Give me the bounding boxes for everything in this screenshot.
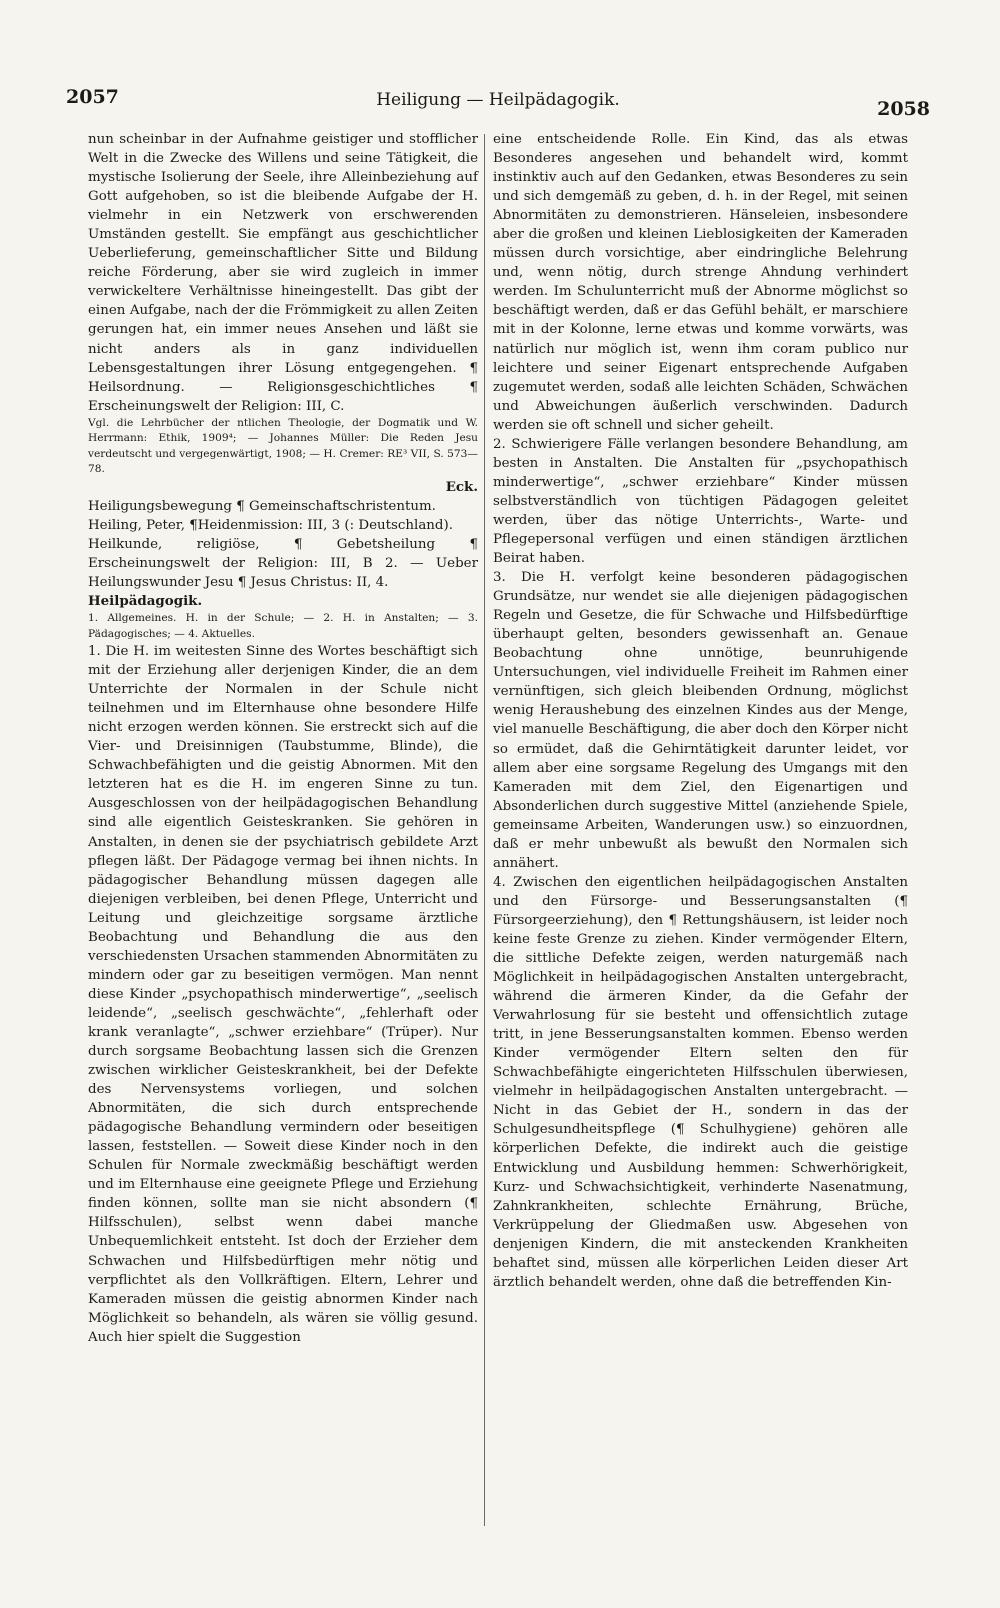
- paragraph-heiligung-end: nun scheinbar in der Aufnahme geistiger und stofflicher Welt in die Zwecke des Willens und seine Tätigkeit, die mystische Isolierung der Seele, ihre Alleinbeziehung auf Gott aufgehoben, so ist die bleibende Aufgabe der H. vielmehr in ein Netzwerk von erschwerenden Umständen gestellt. Sie empfängt aus geschichtlicher Ueberlieferung, gemeinschaftlicher Sitte und Bildung reiche Förderung, aber sie wird zugleich in immer verwickeltere Verhältnisse hineingestellt. Das gibt der einen Aufgabe, nach der die Frömmigkeit zu allen Zeiten gerungen hat, ein immer neues Ansehen und läßt sie nicht anders als in ganz individuellen Lebensgestaltungen ihrer Lösung entgegengehen. ¶ Heilsordnung. — Religionsgeschichtliches ¶ Erscheinungswelt der Religion: III, C.: [88, 132, 478, 414]
- author-signature: Eck.: [445, 478, 478, 495]
- column-divider: [484, 134, 485, 1526]
- paragraph-section-1: 1. Die H. im weitesten Sinne des Wortes beschäftigt sich mit der Erziehung aller derjenigen Kinder, die an dem Unterrichte der Normalen in der Schule nicht teilnehmen und im Elternhause ohne besondere Hilfe nicht erzogen werden können. Sie erstreckt sich auf die Vier- und Dreisinnigen (Taubstumme, Blinde), die Schwachbefähigten und die geistig Abnormen. Mit den letzteren hat es die H. im engeren Sinne zu tun. Ausgeschlossen von der heilpädagogischen Behandlung sind alle eigentlich Geisteskranken. Sie gehören in Anstalten, in denen sie der psychiatrisch gebildete Arzt pflegen läßt. Der Pädagoge vermag bei ihnen nichts. In pädagogischer Behandlung müssen dagegen alle diejenigen verbleiben, bei denen Pflege, Unterricht und Leitung und gleichzeitige sorgsame ärztliche Beobachtung und Behandlung die aus den verschiedensten Ursachen stammenden Abnormitäten zu mindern oder gar zu beseitigen vermögen. Man nennt diese Kinder „psychopathisch minderwertige“, „seelisch leidende“, „seelisch geschwächte“, „fehlerhaft oder krank veranlagte“, „schwer erziehbare“ (Trüper). Nur durch sorgsame Beobachtung lassen sich die Grenzen zwischen wirklicher Geisteskrankheit, bei der Defekte des Nervensystems vorliegen, und solchen Abnormitäten, die sich durch entsprechende pädagogische Behandlung vermindern oder beseitigen lassen, feststellen. — Soweit diese Kinder noch in den Schulen für Normale zweckmäßig beschäftigt werden und im Elternhause eine geeignete Pflege und Erziehung finden können, sollte man sie nicht absondern (¶ Hilfsschulen), selbst wenn dabei manche Unbequemlichkeit entsteht. Ist doch der Erzieher dem Schwachen und Hilfsbedürftigen mehr nötig und verpflichtet als den Vollkräftigen. Eltern, Lehrer und Kameraden müssen die geistig abnormen Kinder nach Möglichkeit so behandeln, als wären sie völlig gesund. Auch hier spielt die Suggestion: [88, 644, 478, 1345]
- running-title: Heiligung — Heilpädagogik.: [376, 90, 620, 110]
- entry-heilpaedagogik-heading: Heilpädagogik.: [88, 592, 203, 609]
- paragraph-section-4: 4. Zwischen den eigentlichen heilpädagogischen Anstalten und den Fürsorge- und Besserungsanstalten (¶ Fürsorgeerziehung), den ¶ Rettungshäusern, ist leider noch keine feste Grenze zu ziehen. Kinder vermögender Eltern, die sittliche Defekte zeigen, werden naturgemäß nach Möglichkeit in heilpädagogischen Anstalten untergebracht, während die ärmeren Kinder, da die Gefahr der Verwahrlosung für sie besteht und offensichtlich zutage tritt, in jene Besserungsanstalten kommen. Ebenso werden Kinder vermögender Eltern selten den für Schwachbefähigte eingerichteten Hilfsschulen überwiesen, vielmehr in heilpädagogischen Anstalten untergebracht. — Nicht in das Gebiet der H., sondern in das der Schulgesundheitspflege (¶ Schulhygiene) gehören alle körperlichen Defekte, die indirekt auch die geistige Entwicklung und Ausbildung hemmen: Schwerhörigkeit, Kurz- und Schwachsichtigkeit, verhinderte Nasenatmung, Zahnkrankheiten, schlechte Ernährung, Brüche, Verkrüppelung der Gliedmaßen usw. Abgesehen von denjenigen Kindern, die mit ansteckenden Krankheiten behaftet sind, müssen alle körperlichen Leiden dieser Art ärztlich behandelt werden, ohne daß die betreffenden Kin-: [493, 874, 908, 1290]
- paragraph-section-2: 2. Schwierigere Fälle verlangen besondere Behandlung, am besten in Anstalten. Die Anstalten für „psychopathisch minderwertige“, „schwer erziehbare“ Kinder müssen selbstverständlich von tüchtigen Pädagogen geleitet werden, über das nötige Unterrichts-, Warte- und Pflegepersonal verfügen und einen ständigen ärztlichen Beirat haben.: [493, 436, 908, 567]
- entry-heilkunde: Heilkunde, religiöse, ¶ Gebetsheilung ¶ Erscheinungswelt der Religion: III, B 2. — Ueber Heilungswunder Jesu ¶ Jesus Christus: II, 4.: [88, 536, 478, 590]
- right-column: [493, 130, 908, 1292]
- page-number-right: 2058: [877, 98, 930, 120]
- page-number-left: 2057: [66, 86, 119, 108]
- entry-heiling: Heiling, Peter, ¶Heidenmission: III, 3 (: Deutschland).: [88, 517, 453, 533]
- literature-note: Vgl. die Lehrbücher der ntlichen Theologie, der Dogmatik und W. Herrmann: Ethik, 1909⁴; — Johannes Müller: Die Reden Jesu verdeutscht und vergegenwärtigt, 1908; — H. Cremer: RE³ VII, S. 573—78.: [88, 416, 478, 476]
- section-contents: 1. Allgemeines. H. in der Schule; — 2. H. in Anstalten; — 3. Pädagogisches; — 4. Aktuelles.: [88, 612, 478, 640]
- paragraph-section-3: 3. Die H. verfolgt keine besonderen pädagogischen Grundsätze, nur wendet sie alle diejenigen pädagogischen Regeln und Gesetze, die für Schwache und Hilfsbedürftige überhaupt gelten, besonders gewissenhaft an. Genaue Beobachtung ohne unnötige, beunruhigende Untersuchungen, viel individuelle Freiheit im Rahmen einer vernünftigen, sich gleich bleibenden Ordnung, möglichst wenig Heraushebung des einzelnen Kindes aus der Menge, viel manuelle Beschäftigung, die aber doch den Körper nicht so ermüdet, daß die Gehirntätigkeit darunter leidet, vor allem aber eine sorgsame Regelung des Umgangs mit den Kameraden mit dem Ziel, den Eigenartigen und Absonderlichen durch suggestive Mittel (anziehende Spiele, gemeinsame Arbeiten, Wanderungen usw.) so einzuordnen, daß er mehr unbewußt als bewußt den Normalen sich annähert.: [493, 570, 908, 871]
- paragraph-section-1-cont: eine entscheidende Rolle. Ein Kind, das als etwas Besonderes angesehen und behandelt wird, kommt instinktiv auch auf den Gedanken, etwas Besonderes zu sein und sich demgemäß zu geben, d. h. in der Regel, mit seinen Abnormitäten zu demonstrieren. Hänseleien, insbesondere aber die großen und kleinen Lieblosigkeiten der Kameraden müssen durch vorsichtige, aber eindringliche Belehrung und, wenn nötig, durch strenge Ahndung verhindert werden. Im Schulunterricht muß der Abnorme möglichst so beschäftigt werden, daß er das Gefühl behält, er marschiere mit in der Kolonne, lerne etwas und komme vorwärts, was natürlich nur möglich ist, wenn ihm coram publico nur leichtere und seiner Eigenart entsprechende Aufgaben zugemutet werden, sodaß alle leichten Schäden, Schwächen und Abweichungen äußerlich verschwinden. Dadurch werden sie oft schnell und sicher geheilt.: [493, 132, 908, 433]
- running-header: [66, 86, 930, 120]
- entry-heiligungsbewegung: Heiligungsbewegung ¶ Gemeinschaftschristentum.: [88, 498, 436, 514]
- left-column: [88, 130, 478, 1347]
